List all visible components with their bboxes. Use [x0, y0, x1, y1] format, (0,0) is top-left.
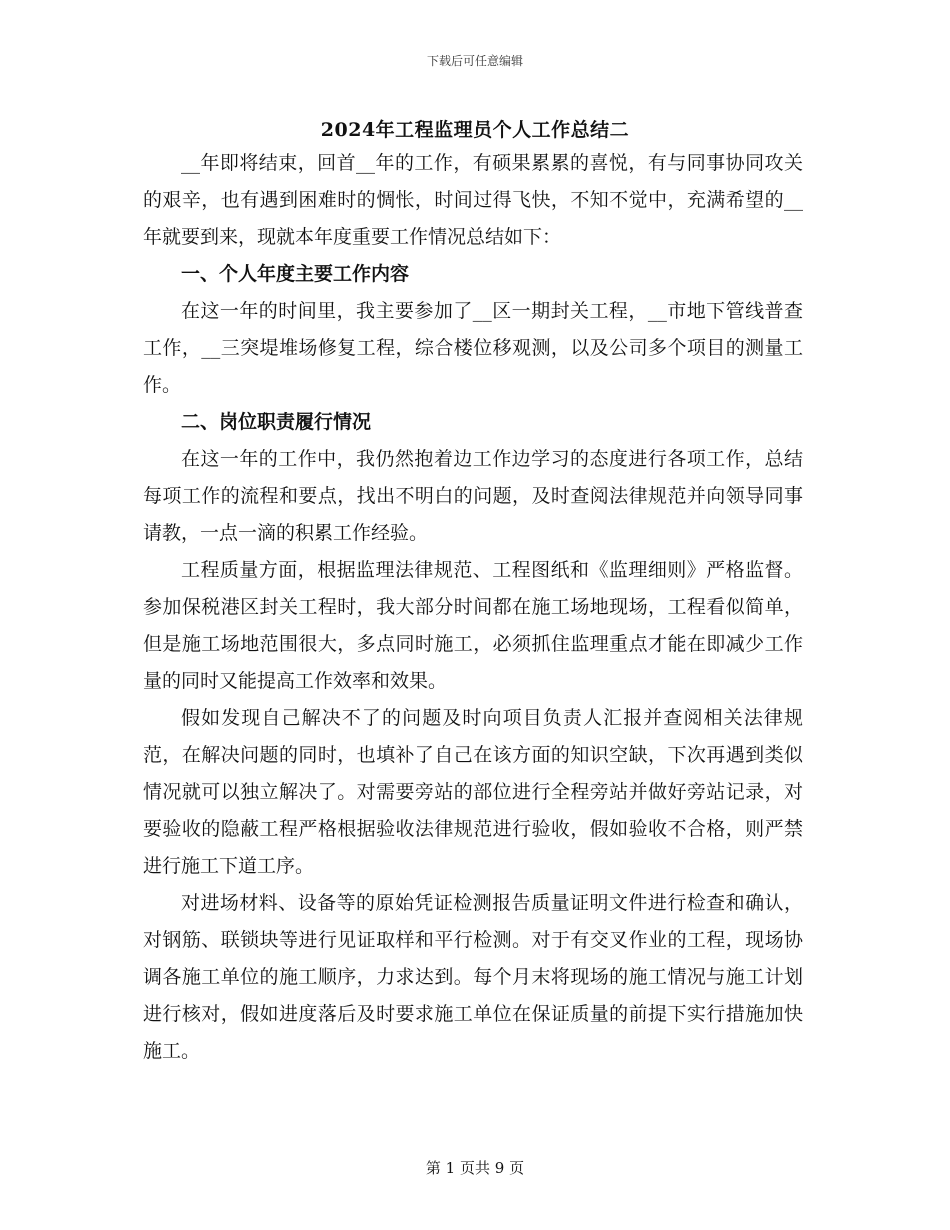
section-heading-1: 一、个人年度主要工作内容 [181, 263, 410, 285]
section1-paragraph-1: 在这一年的时间里，我主要参加了__区一期封关工程，__市地下管线普查工作，__三突堤堆场修复工程，综合楼位移观测，以及公司多个项目的测量工作。 [143, 300, 803, 396]
section-heading-2: 二、岗位职责履行情况 [181, 411, 372, 433]
section2-paragraph-2: 工程质量方面，根据监理法律规范、工程图纸和《监理细则》严格监督。参加保税港区封关工程时，我大部分时间都在施工场地现场，工程看似简单，但是施工场地范围很大，多点同时施工，必须抓住监理重点才能在即减少工作量的同时又能提高工作效率和效果。 [143, 559, 803, 692]
section2-paragraph-3: 假如发现自己解决不了的问题及时向项目负责人汇报并查阅相关法律规范，在解决问题的同时，也填补了自己在该方面的知识空缺，下次再遇到类似情况就可以独立解决了。对需要旁站的部位进行全程旁站并做好旁站记录，对要验收的隐蔽工程严格根据验收法律规范进行验收，假如验收不合格，则严禁进行施工下道工序。 [143, 707, 803, 877]
document-body [143, 145, 803, 1070]
page-number: 第 1 页共 9 页 [425, 1159, 525, 1177]
section2-paragraph-4: 对进场材料、设备等的原始凭证检测报告质量证明文件进行检查和确认，对钢筋、联锁块等进行见证取样和平行检测。对于有交叉作业的工程，现场协调各施工单位的施工顺序，力求达到。每个月末将现场的施工情况与施工计划进行核对，假如进度落后及时要求施工单位在保证质量的前提下实行措施加快施工。 [143, 892, 803, 1062]
header-note: 下载后可任意编辑 [426, 54, 523, 68]
section2-paragraph-1: 在这一年的工作中，我仍然抱着边工作边学习的态度进行各项工作，总结每项工作的流程和要点，找出不明白的问题，及时查阅法律规范并向领导同事请教，一点一滴的积累工作经验。 [143, 448, 803, 544]
document-title: 2024年工程监理员个人工作总结二 [320, 119, 630, 141]
intro-paragraph: __年即将结束，回首__年的工作，有硕果累累的喜悦，有与同事协同攻关的艰辛，也有遇到困难时的惆怅，时间过得飞快，不知不觉中，充满希望的__年就要到来，现就本年度重要工作情况总结如下： [143, 152, 803, 248]
